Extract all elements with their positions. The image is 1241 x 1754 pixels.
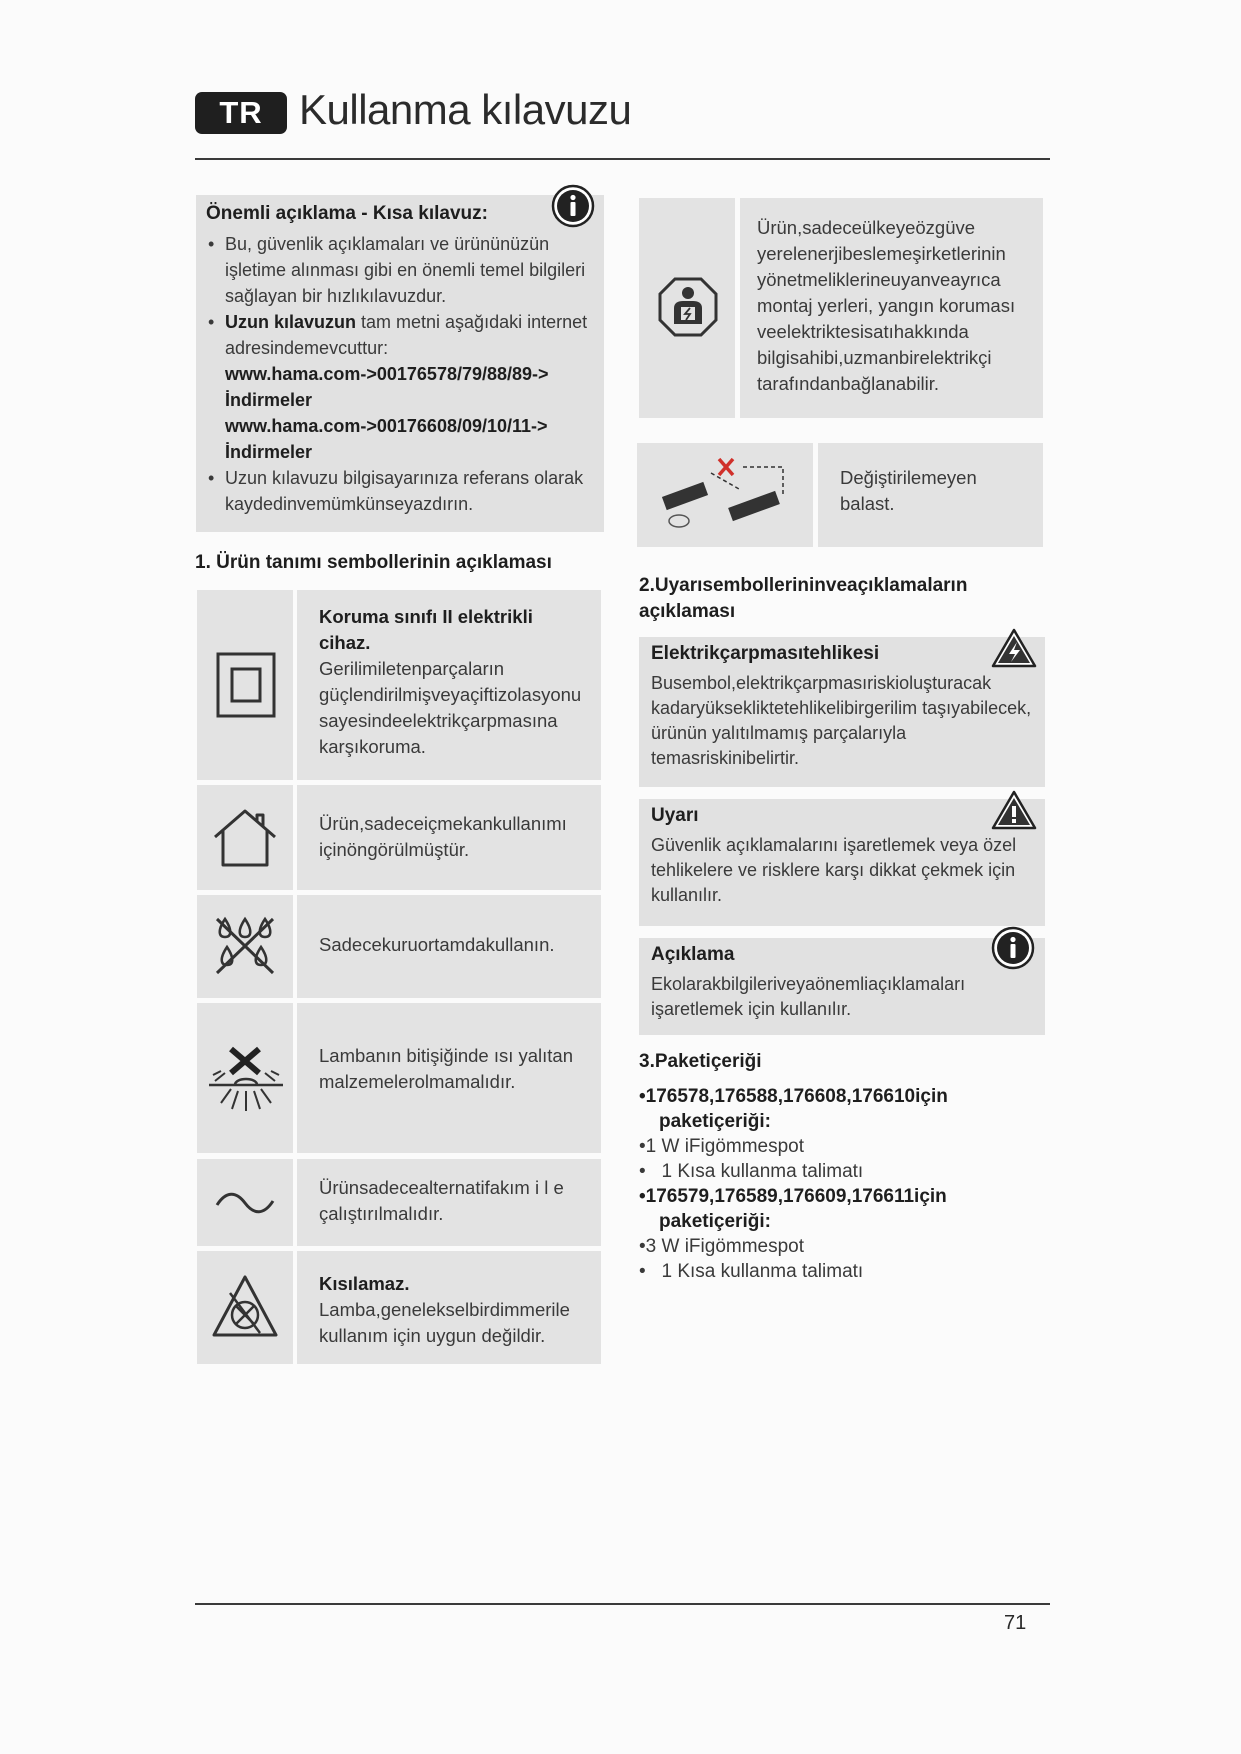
- group1-item-2-text: 1 Kısa kullanma talimatı: [661, 1161, 864, 1182]
- info-box: [639, 938, 1045, 1035]
- shock-text: Busembol,elektrikçarpmasıriskioluşturacak kadaryüksekliktetehlikelibirgerilim taşıyabilecek, ürünün yalıtılmamış parçalarıyla temasriskinibelirtir.: [651, 673, 1032, 768]
- group2-item-2: • 1 Kısa kullanma talimatı: [639, 1261, 864, 1282]
- electrician-text: Ürün,sadeceülkeyeözgüve yerelenerjibeslemeşirketlerinin yönetmeliklerineuyanveayrıca montaj yerleri, yangın koruması veelektriktesisatıhakkında bilgisahibi,uzmanbirelektrikçi tarafındanbağlanabilir.: [757, 217, 1016, 394]
- description-cell: [297, 590, 601, 780]
- section3-heading: 3.Paketiçeriği: [639, 1051, 762, 1072]
- notice-list: [208, 231, 598, 517]
- symbol-cell: [197, 1251, 293, 1364]
- section2-heading: 2.Uyarısembollerininveaçıklamaların açıklaması: [639, 575, 968, 622]
- symbol-cell: [197, 785, 293, 890]
- package-contents: [639, 1084, 1039, 1284]
- info-text: Ekolarakbilgileriveyaönemliaçıklamaları işaretlemek için kullanılır.: [651, 974, 966, 1019]
- symbol-cell: [197, 1003, 293, 1153]
- row1-text: Gerilimiletenparçaların güçlendirilmişveyaçiftizolasyonu sayesindeelektrikçarpmasına karşıkoruma.: [319, 658, 582, 757]
- not-dimmable-icon: [210, 1273, 280, 1344]
- group1-sub: paketiçeriği:: [659, 1111, 771, 1132]
- info-icon: [991, 926, 1035, 975]
- notice-bullet-3: • Uzun kılavuzu bilgisayarınıza referans olarak kaydedinvemümkünseyazdırın.: [208, 465, 598, 517]
- row1-title: Koruma sınıfı II elektrikli cihaz.: [319, 606, 533, 653]
- symbol-cell: [197, 1159, 293, 1246]
- group2-title-text: 176579,176589,176609,176611için: [645, 1186, 947, 1207]
- group1-title: •176578,176588,176608,176610için: [639, 1086, 948, 1107]
- description-cell: [740, 198, 1043, 418]
- description-cell: [818, 443, 1043, 547]
- ballast-text: Değiştirilemeyen balast.: [840, 467, 977, 514]
- info-title: Açıklama: [651, 944, 735, 965]
- description-cell: [297, 785, 601, 890]
- notice-bullet-1: • Bu, güvenlik açıklamaları ve ürününüzün işletime alınması gibi en önemli temel bilgileri sağlayan bir hızlıkılavuzdur.: [208, 231, 598, 309]
- row2-text: Ürün,sadeceiçmekankullanımı içinöngörülmüştür.: [319, 813, 567, 860]
- group2-item-1-text: 3 W iFigömmespot: [645, 1236, 805, 1257]
- dry-environment-icon: [213, 915, 277, 982]
- group1-item-1-text: 1 W iFigömmespot: [645, 1136, 805, 1157]
- shock-title: Elektrikçarpmasıtehlikesi: [651, 643, 880, 664]
- group1-title-text: 176578,176588,176608,176610için: [645, 1086, 948, 1107]
- row6-text: Lamba,genelekselbirdimmerile kullanım için uygun değildir.: [319, 1299, 570, 1346]
- description-cell: [297, 1003, 601, 1153]
- symbol-cell: [197, 895, 293, 998]
- info-icon: [551, 184, 595, 228]
- group2-item-1: •3 W iFigömmespot: [639, 1236, 805, 1257]
- row3-text: Sadecekuruortamdakullanın.: [319, 934, 555, 955]
- electrician-icon: [657, 276, 719, 343]
- group1-item-1: •1 W iFigömmespot: [639, 1136, 805, 1157]
- electric-shock-box: [639, 637, 1045, 787]
- page-number: 71: [1004, 1612, 1027, 1634]
- section1-heading: 1. Ürün tanımı sembollerinin açıklaması: [195, 552, 552, 573]
- header-divider: [195, 158, 1050, 160]
- footer-divider: [195, 1603, 1050, 1605]
- electric-shock-warning-icon: [990, 627, 1038, 674]
- download-link-2[interactable]: www.hama.com->00176608/09/10/11->: [225, 416, 548, 436]
- row6-title: Kısılamaz.: [319, 1273, 410, 1294]
- warning-text: Güvenlik açıklamalarını işaretlemek veya özel tehlikelere ve risklere karşı dikkat çekmek için kullanılır.: [651, 835, 1017, 905]
- notice-bullet-2-bold: Uzun kılavuzun: [225, 312, 357, 332]
- warning-icon: [990, 789, 1038, 836]
- row4-text: Lambanın bitişiğinde ısı yalıtan malzemelerolmamalıdır.: [319, 1045, 574, 1092]
- no-insulation-icon: [205, 1045, 287, 1120]
- symbol-cell: [639, 198, 735, 418]
- description-cell: [297, 895, 601, 998]
- symbol-cell: [197, 590, 293, 780]
- row5-text: Ürünsadecealternatifakım i l e çalıştırılmalıdır.: [319, 1177, 564, 1224]
- group2-sub: paketiçeriği:: [659, 1211, 771, 1232]
- download-link-2-label[interactable]: İndirmeler: [225, 442, 313, 462]
- notice-title: Önemli açıklama - Kısa kılavuz:: [206, 203, 488, 224]
- alternating-current-icon: [214, 1189, 276, 1222]
- warning-box: [639, 799, 1045, 926]
- page-title: Kullanma kılavuzu: [299, 86, 632, 133]
- description-cell: [297, 1159, 601, 1246]
- group2-item-2-text: 1 Kısa kullanma talimatı: [661, 1261, 864, 1282]
- description-cell: [297, 1251, 601, 1364]
- protection-class-ii-icon: [216, 652, 276, 723]
- language-badge: TR: [195, 92, 287, 134]
- symbol-cell: [637, 443, 813, 547]
- important-notice-box: [196, 195, 604, 532]
- non-replaceable-ballast-icon: [659, 455, 795, 538]
- group2-title: •176579,176589,176609,176611için: [639, 1186, 947, 1207]
- notice-bullet-2-text: tam metni aşağıdaki internet adresindemevcuttur:: [225, 312, 588, 358]
- download-link-1-label[interactable]: İndirmeler: [225, 390, 313, 410]
- notice-bullet-2: [208, 309, 598, 465]
- indoor-house-icon: [211, 807, 279, 874]
- warning-title: Uyarı: [651, 805, 699, 826]
- download-link-1[interactable]: www.hama.com->00176578/79/88/89->: [225, 364, 549, 384]
- group1-item-2: • 1 Kısa kullanma talimatı: [639, 1161, 864, 1182]
